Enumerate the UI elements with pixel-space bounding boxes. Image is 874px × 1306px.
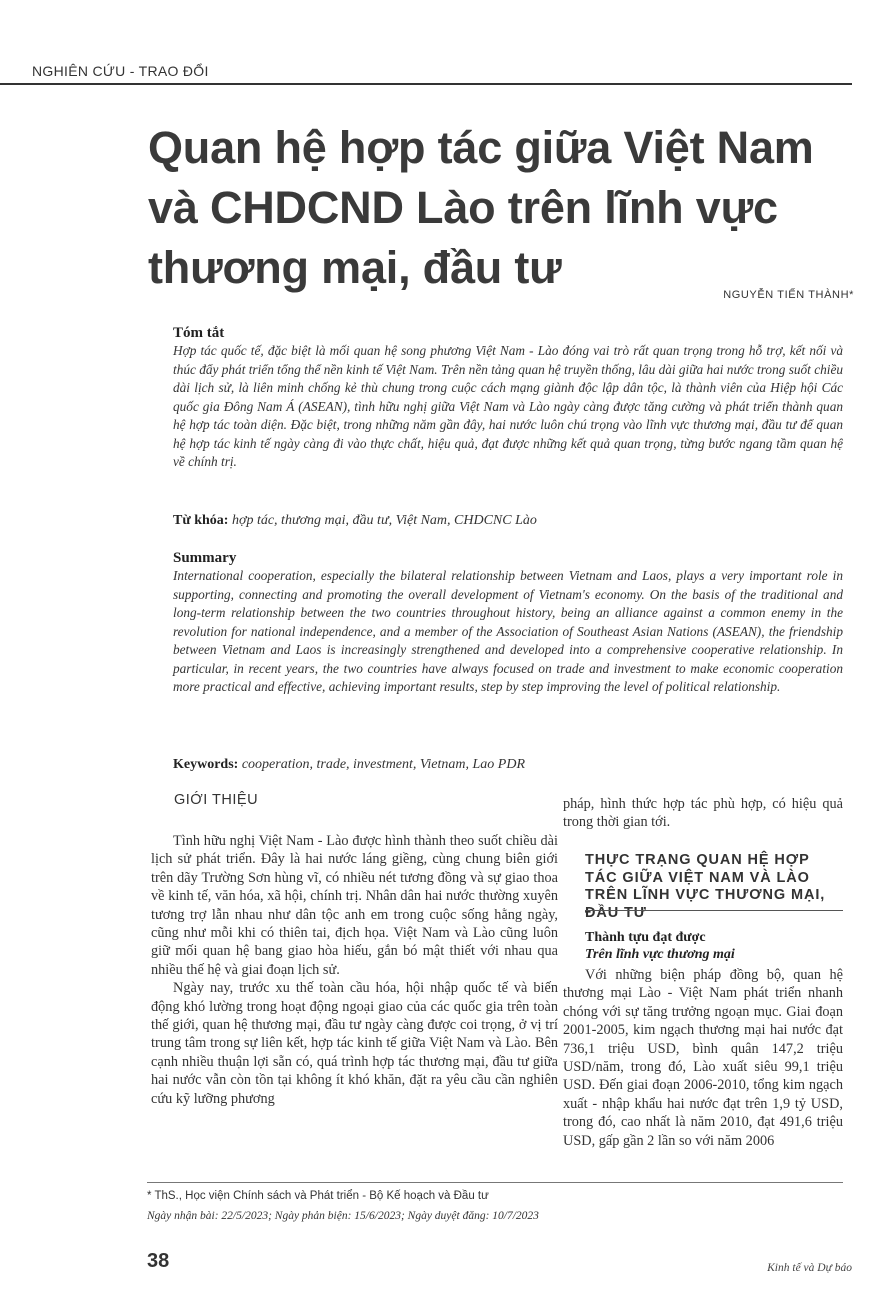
keywords-en-text: cooperation, trade, investment, Vietnam, Lao PDR: [241, 757, 526, 772]
right-column-body: [563, 966, 843, 1150]
keywords-vi: [173, 512, 843, 530]
subheading-achievements: Thành tựu đạt được: [585, 930, 706, 945]
page-number: 38: [147, 1250, 170, 1272]
footnote-rule: [147, 1182, 843, 1183]
abstract-vi-heading: Tóm tắt: [173, 325, 225, 341]
keywords-vi-text: hợp tác, thương mại, đầu tư, Việt Nam, CHDCNC Lào: [231, 513, 537, 528]
abstract-en-heading: Summary: [173, 550, 237, 566]
section-label: NGHIÊN CỨU - TRAO ĐỔI: [32, 63, 209, 79]
abstract-vi: [173, 324, 843, 472]
keywords-en: [173, 756, 843, 774]
intro-paragraph-1: Tình hữu nghị Việt Nam - Lào được hình thành theo suốt chiều dài lịch sử phát triển. Đây là hai nước láng giềng, cùng chung biên giới trên dãy Trường Sơn hùng vĩ, có nhiều nét tương đồng và sự giao thoa về kinh tế, văn hóa, xã hội, chính trị. Nhân dân hai nước thường xuyên tương trợ lẫn nhau như dân tộc anh em trong cuộc sống hằng ngày, cũng như mỗi khi có thiên tai, địch họa. Việt Nam và Lào cũng luôn giữ mối quan hệ bang giao hòa hiếu, gắn bó mật thiết với nhau qua nhiều thế hệ và giai đoạn lịch sử.: [151, 833, 558, 978]
article-title: Quan hệ hợp tác giữa Việt Nam và CHDCND Lào trên lĩnh vực thương mại, đầu tư: [148, 122, 814, 293]
journal-name: Kinh tế và Dự báo: [767, 1262, 852, 1274]
intro-heading: GIỚI THIỆU: [174, 792, 259, 808]
intro-paragraph-2-continued: pháp, hình thức hợp tác phù hợp, có hiệu quả trong thời gian tới.: [563, 796, 843, 831]
section-heading: THỰC TRẠNG QUAN HỆ HỢP TÁC GIỮA VIỆT NAM VÀ LÀO TRÊN LĨNH VỰC THƯƠNG MẠI, ĐẦU TƯ: [585, 852, 826, 921]
header-rule: [0, 83, 852, 85]
abstract-en: [173, 549, 843, 697]
right-column-top: [563, 795, 843, 832]
author-name: NGUYỄN TIẾN THÀNH*: [723, 289, 854, 301]
left-column: [151, 832, 558, 1108]
abstract-en-text: International cooperation, especially the bilateral relationship between Vietnam and Laos, plays a very important role in supporting, connecting and promoting the overall development of Vietnam's economy. On the basis of the traditional and long-term relationship between the two countries throughout history, being an alliance against a common enemy in the revolution for national independence, and a member of the Association of Southeast Asian Nations (ASEAN), the friendship between Vietnam and Laos is increasingly strengthened and developed into a comprehensive cooperative relationship. In particular, in recent years, the two countries have always focused on trade and investment to make economic cooperation more practical and effective, achieving important results, step by step improving the level of political relationship.: [173, 568, 843, 694]
intro-paragraph-2: Ngày nay, trước xu thế toàn cầu hóa, hội nhập quốc tế và biến động khó lường trong hoạt động ngoại giao của các quốc gia trên toàn thế giới, quan hệ thương mại, đầu tư ngày càng được coi trọng, ở vị trí trung tâm trong sự liên kết, hợp tác kinh tế giữa Việt Nam và Lào. Bên cạnh nhiều thuận lợi sẵn có, quá trình hợp tác thương mại, đầu tư giữa hai nước vẫn còn tồn tại không ít khó khăn, đặt ra yêu cầu cần nghiên cứu kỹ lưỡng phương: [151, 980, 558, 1107]
section-heading-rule: [585, 910, 843, 911]
keywords-vi-label: Từ khóa:: [173, 513, 229, 528]
footnote-dates: Ngày nhận bài: 22/5/2023; Ngày phản biện: 15/6/2023; Ngày duyệt đăng: 10/7/2023: [147, 1210, 539, 1222]
subheading-trade: Trên lĩnh vực thương mại: [585, 947, 735, 962]
footnote-affiliation: * ThS., Học viện Chính sách và Phát triển - Bộ Kế hoạch và Đầu tư: [147, 1190, 489, 1202]
abstract-vi-text: Hợp tác quốc tế, đặc biệt là mối quan hệ song phương Việt Nam - Lào đóng vai trò rất quan trọng trong hỗ trợ, kết nối và thúc đẩy phát triển tổng thể nền kinh tế Việt Nam. Trên nền tảng quan hệ truyền thống, lâu dài giữa hai nước trong suốt chiều dài lịch sử, là liên minh chống kẻ thù chung trong cuộc cách mạng giành độc lập dân tộc, là thành viên của Hiệp hội Các quốc gia Đông Nam Á (ASEAN), tình hữu nghị giữa Việt Nam và Lào ngày càng được tăng cường và phát triển thành quan hệ hợp tác toàn diện. Đặc biệt, trong những năm gần đây, hai nước luôn chú trọng vào lĩnh vực thương mại, đầu tư để quan hệ hợp tác kinh tế ngày càng đi vào thực chất, hiệu quả, đạt được những kết quả quan trọng, từng bước ngang tầm quan hệ về chính trị.: [173, 343, 843, 469]
trade-paragraph: Với những biện pháp đồng bộ, quan hệ thương mại Lào - Việt Nam phát triển nhanh chóng với sự tăng trưởng ngoạn mục. Giai đoạn 2001-2005, kim ngạch thương mại hai nước đạt 736,1 triệu USD, bình quân 147,2 triệu USD/năm, trong đó, Lào xuất siêu 99,1 triệu USD. Đến giai đoạn 2006-2010, tổng kim ngạch xuất - nhập khẩu hai nước đạt trên 1,9 tỷ USD, trong đó, cao nhất là năm 2010, đạt 491,6 triệu USD, gấp gần 2 lần so với năm 2006: [563, 967, 843, 1149]
keywords-en-label: Keywords:: [173, 757, 239, 772]
